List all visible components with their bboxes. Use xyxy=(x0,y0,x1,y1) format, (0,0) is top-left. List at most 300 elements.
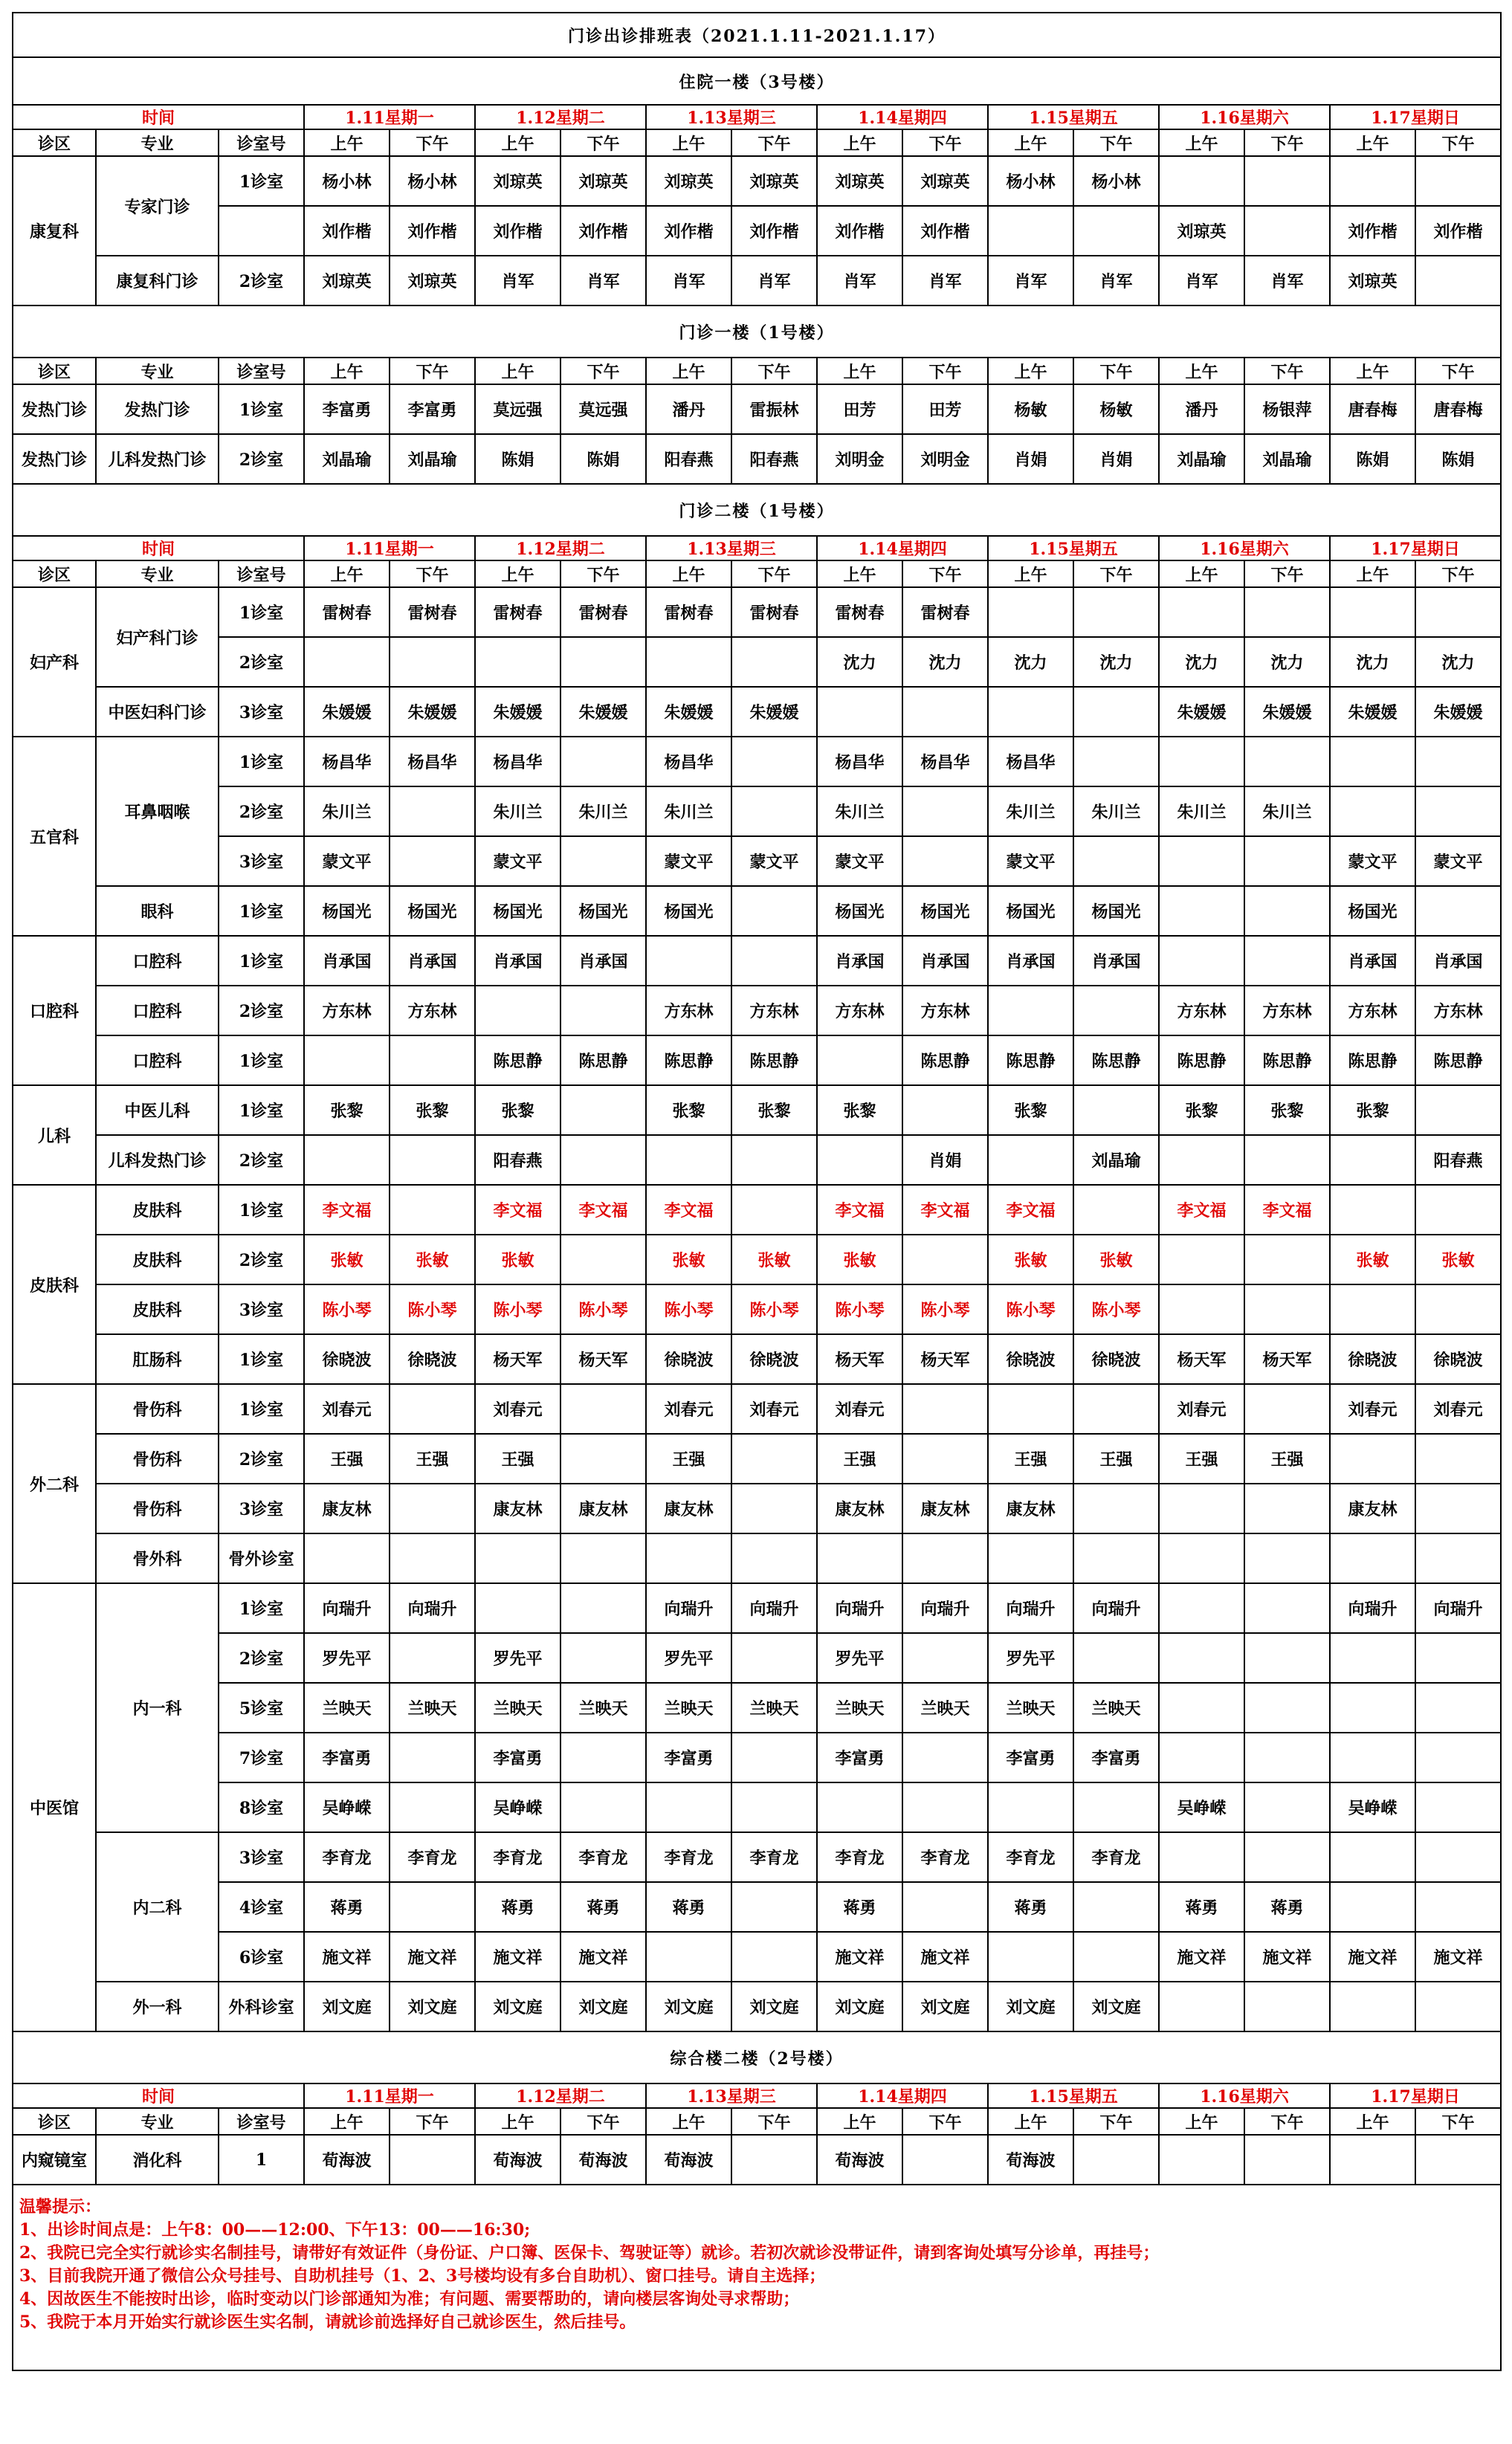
am-header: 上午 xyxy=(475,560,560,587)
doctor-cell: 陈思静 xyxy=(902,1035,988,1085)
doctor-cell: 吴峥嵘 xyxy=(1159,1782,1244,1832)
doctor-cell xyxy=(1330,1882,1415,1932)
table-row xyxy=(13,156,1501,206)
doctor-cell: 刘晶瑜 xyxy=(1159,434,1244,484)
doctor-cell: 阳春燕 xyxy=(1415,1135,1501,1185)
doctor-cell: 刘文庭 xyxy=(560,1982,646,2031)
doctor-cell: 肖承国 xyxy=(560,936,646,986)
table-row xyxy=(13,2108,1501,2135)
doctor-cell xyxy=(390,1782,475,1832)
doctor-cell: 杨国光 xyxy=(475,886,560,936)
doctor-cell: 向瑞升 xyxy=(1073,1583,1159,1633)
doctor-cell: 沈力 xyxy=(1244,637,1330,687)
doctor-cell: 康友林 xyxy=(475,1484,560,1533)
table-row xyxy=(13,737,1501,786)
table-row xyxy=(13,536,1501,560)
pm-header: 下午 xyxy=(902,358,988,384)
doctor-cell xyxy=(560,986,646,1035)
doctor-cell: 李育龙 xyxy=(475,1832,560,1882)
doctor-cell: 李文福 xyxy=(646,1185,731,1235)
doctor-cell: 张敏 xyxy=(1415,1235,1501,1284)
doctor-cell: 李富勇 xyxy=(1073,1733,1159,1782)
doctor-cell xyxy=(731,886,817,936)
doctor-cell: 刘作楷 xyxy=(1330,206,1415,256)
day-header: 1.12星期二 xyxy=(475,2083,646,2108)
doctor-cell xyxy=(390,1384,475,1434)
specialty-cell: 中医儿科 xyxy=(96,1085,219,1135)
doctor-cell: 刘琼英 xyxy=(731,156,817,206)
doctor-cell: 李育龙 xyxy=(988,1832,1073,1882)
doctor-cell xyxy=(1244,1982,1330,2031)
doctor-cell: 田芳 xyxy=(902,384,988,434)
doctor-cell: 张黎 xyxy=(988,1085,1073,1135)
am-header: 上午 xyxy=(1159,358,1244,384)
doctor-cell xyxy=(1244,156,1330,206)
am-header: 上午 xyxy=(988,2108,1073,2135)
doctor-cell: 方东林 xyxy=(1159,986,1244,1035)
doctor-cell: 刘作楷 xyxy=(304,206,390,256)
am-header: 上午 xyxy=(988,560,1073,587)
doctor-cell xyxy=(1073,1085,1159,1135)
room-cell: 1诊室 xyxy=(219,384,304,434)
doctor-cell: 张黎 xyxy=(731,1085,817,1135)
am-header: 上午 xyxy=(475,129,560,156)
doctor-cell: 杨昌华 xyxy=(817,737,902,786)
doctor-cell xyxy=(731,1733,817,1782)
doctor-cell: 杨昌华 xyxy=(988,737,1073,786)
doctor-cell: 阳春燕 xyxy=(475,1135,560,1185)
doctor-cell xyxy=(1330,786,1415,836)
doctor-cell: 杨国光 xyxy=(1073,886,1159,936)
specialty-cell: 耳鼻咽喉 xyxy=(96,737,219,886)
doctor-cell: 张敏 xyxy=(1073,1235,1159,1284)
doctor-cell: 兰映天 xyxy=(390,1683,475,1733)
room-cell: 2诊室 xyxy=(219,786,304,836)
am-header: 上午 xyxy=(1330,560,1415,587)
doctor-cell xyxy=(1159,886,1244,936)
pm-header: 下午 xyxy=(902,129,988,156)
doctor-cell xyxy=(560,1633,646,1683)
specialty-cell: 内一科 xyxy=(96,1583,219,1832)
doctor-cell: 张敏 xyxy=(646,1235,731,1284)
doctor-cell: 蒋勇 xyxy=(646,1882,731,1932)
table-row xyxy=(13,1334,1501,1384)
time-header: 时间 xyxy=(13,536,304,560)
doctor-cell xyxy=(646,1533,731,1583)
doctor-cell: 杨天军 xyxy=(1244,1334,1330,1384)
am-header: 上午 xyxy=(817,560,902,587)
specialty-cell: 皮肤科 xyxy=(96,1284,219,1334)
doctor-cell: 方东林 xyxy=(817,986,902,1035)
table-row xyxy=(13,484,1501,536)
pm-header: 下午 xyxy=(1244,129,1330,156)
doctor-cell xyxy=(1330,1135,1415,1185)
doctor-cell: 康友林 xyxy=(902,1484,988,1533)
room-cell: 3诊室 xyxy=(219,1484,304,1533)
doctor-cell: 罗先平 xyxy=(646,1633,731,1683)
doctor-cell: 蒋勇 xyxy=(475,1882,560,1932)
am-header: 上午 xyxy=(475,2108,560,2135)
doctor-cell: 田芳 xyxy=(817,384,902,434)
am-header: 上午 xyxy=(304,129,390,156)
doctor-cell xyxy=(304,1135,390,1185)
table-row xyxy=(13,1633,1501,1683)
doctor-cell: 陈思静 xyxy=(988,1035,1073,1085)
doctor-cell: 王强 xyxy=(988,1434,1073,1484)
doctor-cell: 刘文庭 xyxy=(902,1982,988,2031)
table-row xyxy=(13,2031,1501,2083)
doctor-cell: 蒙文平 xyxy=(988,836,1073,886)
doctor-cell: 肖军 xyxy=(1244,256,1330,306)
am-header: 上午 xyxy=(646,2108,731,2135)
doctor-cell xyxy=(1415,1633,1501,1683)
doctor-cell: 蒙文平 xyxy=(817,836,902,886)
note-line: 4、因故医生不能按时出诊，临时变动以门诊部通知为准；有问题、需要帮助的，请向楼层客询处寻求帮助； xyxy=(19,2289,800,2309)
doctor-cell xyxy=(646,936,731,986)
doctor-cell xyxy=(1159,836,1244,886)
doctor-cell: 肖军 xyxy=(902,256,988,306)
doctor-cell: 刘春元 xyxy=(1415,1384,1501,1434)
am-header: 上午 xyxy=(646,560,731,587)
doctor-cell xyxy=(731,1533,817,1583)
table-row xyxy=(13,587,1501,637)
doctor-cell: 向瑞升 xyxy=(646,1583,731,1633)
doctor-cell: 刘琼英 xyxy=(304,256,390,306)
table-row xyxy=(13,1583,1501,1633)
doctor-cell: 刘琼英 xyxy=(475,156,560,206)
am-header: 上午 xyxy=(988,129,1073,156)
doctor-cell: 杨天军 xyxy=(902,1334,988,1384)
doctor-cell: 杨昌华 xyxy=(646,737,731,786)
doctor-cell xyxy=(1244,836,1330,886)
area-header: 诊区 xyxy=(13,2108,96,2135)
table-row xyxy=(13,2083,1501,2108)
day-header: 1.13星期三 xyxy=(646,2083,817,2108)
table-row xyxy=(13,1384,1501,1434)
doctor-cell xyxy=(1159,156,1244,206)
doctor-cell: 陈思静 xyxy=(1159,1035,1244,1085)
pm-header: 下午 xyxy=(1073,560,1159,587)
doctor-cell: 兰映天 xyxy=(988,1683,1073,1733)
doctor-cell: 肖娟 xyxy=(1073,434,1159,484)
doctor-cell xyxy=(304,1533,390,1583)
doctor-cell: 阳春燕 xyxy=(646,434,731,484)
doctor-cell: 杨天军 xyxy=(817,1334,902,1384)
doctor-cell: 陈小琴 xyxy=(475,1284,560,1334)
doctor-cell xyxy=(902,1633,988,1683)
doctor-cell: 朱川兰 xyxy=(1073,786,1159,836)
doctor-cell xyxy=(1330,1733,1415,1782)
doctor-cell: 吴峥嵘 xyxy=(1330,1782,1415,1832)
table-row xyxy=(13,57,1501,105)
area-cell: 发热门诊 xyxy=(13,434,96,484)
doctor-cell xyxy=(1244,1683,1330,1733)
pm-header: 下午 xyxy=(1073,358,1159,384)
specialty-cell: 发热门诊 xyxy=(96,384,219,434)
doctor-cell: 张敏 xyxy=(1330,1235,1415,1284)
doctor-cell: 朱媛媛 xyxy=(1330,687,1415,737)
doctor-cell: 徐晓波 xyxy=(1073,1334,1159,1384)
doctor-cell: 刘琼英 xyxy=(560,156,646,206)
doctor-cell: 肖承国 xyxy=(390,936,475,986)
doctor-cell xyxy=(1159,1982,1244,2031)
area-cell: 康复科 xyxy=(13,156,96,306)
doctor-cell: 莫远强 xyxy=(560,384,646,434)
doctor-cell: 李富勇 xyxy=(390,384,475,434)
room-cell: 8诊室 xyxy=(219,1782,304,1832)
section-title: 住院一楼（3号楼） xyxy=(13,57,1501,105)
doctor-cell: 兰映天 xyxy=(560,1683,646,1733)
doctor-cell: 杨国光 xyxy=(902,886,988,936)
area-cell: 中医馆 xyxy=(13,1583,96,2031)
doctor-cell xyxy=(731,786,817,836)
specialty-header: 专业 xyxy=(96,129,219,156)
doctor-cell xyxy=(1415,156,1501,206)
pm-header: 下午 xyxy=(731,560,817,587)
doctor-cell: 向瑞升 xyxy=(390,1583,475,1633)
doctor-cell: 朱媛媛 xyxy=(304,687,390,737)
doctor-cell: 施文祥 xyxy=(902,1932,988,1982)
day-header: 1.16星期六 xyxy=(1159,105,1330,129)
doctor-cell: 向瑞升 xyxy=(1330,1583,1415,1633)
doctor-cell: 杨国光 xyxy=(390,886,475,936)
doctor-cell xyxy=(1244,1384,1330,1434)
doctor-cell xyxy=(1073,1185,1159,1235)
doctor-cell xyxy=(1244,737,1330,786)
doctor-cell: 兰映天 xyxy=(817,1683,902,1733)
doctor-cell: 肖军 xyxy=(1159,256,1244,306)
doctor-cell: 陈小琴 xyxy=(390,1284,475,1334)
specialty-cell: 眼科 xyxy=(96,886,219,936)
doctor-cell: 朱媛媛 xyxy=(390,687,475,737)
specialty-cell: 骨伤科 xyxy=(96,1434,219,1484)
doctor-cell: 张敏 xyxy=(988,1235,1073,1284)
doctor-cell: 刘春元 xyxy=(646,1384,731,1434)
doctor-cell: 方东林 xyxy=(1415,986,1501,1035)
doctor-cell: 肖承国 xyxy=(304,936,390,986)
doctor-cell: 蒙文平 xyxy=(731,836,817,886)
doctor-cell xyxy=(475,1533,560,1583)
doctor-cell xyxy=(988,206,1073,256)
doctor-cell xyxy=(1073,1882,1159,1932)
doctor-cell: 杨敏 xyxy=(1073,384,1159,434)
doctor-cell: 李富勇 xyxy=(304,384,390,434)
room-cell: 4诊室 xyxy=(219,1882,304,1932)
doctor-cell: 杨昌华 xyxy=(390,737,475,786)
doctor-cell: 荀海波 xyxy=(988,2135,1073,2185)
doctor-cell: 李文福 xyxy=(1244,1185,1330,1235)
doctor-cell: 肖娟 xyxy=(988,434,1073,484)
doctor-cell: 杨小林 xyxy=(1073,156,1159,206)
doctor-cell: 刘春元 xyxy=(817,1384,902,1434)
table-row xyxy=(13,687,1501,737)
doctor-cell: 刘晶瑜 xyxy=(304,434,390,484)
doctor-cell: 刘文庭 xyxy=(475,1982,560,2031)
doctor-cell xyxy=(817,687,902,737)
doctor-cell xyxy=(731,1185,817,1235)
doctor-cell xyxy=(1330,1185,1415,1235)
doctor-cell: 杨昌华 xyxy=(475,737,560,786)
doctor-cell: 肖军 xyxy=(1073,256,1159,306)
doctor-cell: 施文祥 xyxy=(475,1932,560,1982)
doctor-cell: 肖承国 xyxy=(988,936,1073,986)
room-cell: 2诊室 xyxy=(219,256,304,306)
doctor-cell xyxy=(390,1484,475,1533)
pm-header: 下午 xyxy=(1415,2108,1501,2135)
am-header: 上午 xyxy=(1159,2108,1244,2135)
area-cell: 口腔科 xyxy=(13,936,96,1085)
pm-header: 下午 xyxy=(560,560,646,587)
table-row xyxy=(13,358,1501,384)
table-row xyxy=(13,886,1501,936)
doctor-cell: 张黎 xyxy=(1244,1085,1330,1135)
doctor-cell: 肖承国 xyxy=(1073,936,1159,986)
area-cell: 皮肤科 xyxy=(13,1185,96,1384)
doctor-cell xyxy=(1073,1484,1159,1533)
doctor-cell: 刘琼英 xyxy=(817,156,902,206)
pm-header: 下午 xyxy=(1415,129,1501,156)
doctor-cell: 刘作楷 xyxy=(560,206,646,256)
doctor-cell: 朱川兰 xyxy=(475,786,560,836)
doctor-cell xyxy=(1159,1533,1244,1583)
table-row xyxy=(13,560,1501,587)
doctor-cell xyxy=(731,737,817,786)
doctor-cell xyxy=(1159,1484,1244,1533)
doctor-cell: 肖军 xyxy=(475,256,560,306)
doctor-cell: 蒋勇 xyxy=(1244,1882,1330,1932)
day-header: 1.13星期三 xyxy=(646,536,817,560)
doctor-cell xyxy=(390,1185,475,1235)
doctor-cell xyxy=(1330,1434,1415,1484)
note-line: 温馨提示： xyxy=(19,2197,102,2217)
doctor-cell xyxy=(1415,1484,1501,1533)
doctor-cell xyxy=(560,1782,646,1832)
table-row xyxy=(13,206,1501,256)
doctor-cell: 李育龙 xyxy=(902,1832,988,1882)
day-header: 1.16星期六 xyxy=(1159,536,1330,560)
doctor-cell: 陈小琴 xyxy=(988,1284,1073,1334)
doctor-cell: 刘春元 xyxy=(475,1384,560,1434)
doctor-cell: 阳春燕 xyxy=(731,434,817,484)
doctor-cell: 杨昌华 xyxy=(902,737,988,786)
doctor-cell: 李育龙 xyxy=(817,1832,902,1882)
doctor-cell: 陈思静 xyxy=(1073,1035,1159,1085)
doctor-cell xyxy=(731,1932,817,1982)
doctor-cell: 朱媛媛 xyxy=(475,687,560,737)
pm-header: 下午 xyxy=(731,129,817,156)
day-header: 1.11星期一 xyxy=(304,2083,475,2108)
doctor-cell xyxy=(475,986,560,1035)
doctor-cell xyxy=(1330,1533,1415,1583)
doctor-cell: 荀海波 xyxy=(475,2135,560,2185)
doctor-cell xyxy=(731,936,817,986)
doctor-cell xyxy=(560,1533,646,1583)
pm-header: 下午 xyxy=(1073,129,1159,156)
specialty-cell: 皮肤科 xyxy=(96,1185,219,1235)
doctor-cell xyxy=(1159,1733,1244,1782)
doctor-cell: 刘文庭 xyxy=(646,1982,731,2031)
doctor-cell: 陈思静 xyxy=(1244,1035,1330,1085)
doctor-cell: 徐晓波 xyxy=(1415,1334,1501,1384)
doctor-cell: 张黎 xyxy=(646,1085,731,1135)
doctor-cell: 方东林 xyxy=(646,986,731,1035)
doctor-cell: 方东林 xyxy=(902,986,988,1035)
doctor-cell xyxy=(390,1882,475,1932)
table-row xyxy=(13,434,1501,484)
doctor-cell: 张黎 xyxy=(817,1085,902,1135)
area-header: 诊区 xyxy=(13,129,96,156)
doctor-cell: 李富勇 xyxy=(304,1733,390,1782)
specialty-cell: 骨伤科 xyxy=(96,1384,219,1434)
doctor-cell xyxy=(902,1085,988,1135)
doctor-cell xyxy=(731,1484,817,1533)
pm-header: 下午 xyxy=(390,129,475,156)
table-row xyxy=(13,1982,1501,2031)
doctor-cell xyxy=(390,1733,475,1782)
doctor-cell xyxy=(646,1782,731,1832)
doctor-cell: 蒋勇 xyxy=(560,1882,646,1932)
doctor-cell: 朱川兰 xyxy=(1244,786,1330,836)
table-row xyxy=(13,1135,1501,1185)
doctor-cell: 肖承国 xyxy=(817,936,902,986)
doctor-cell: 杨小林 xyxy=(304,156,390,206)
schedule-table xyxy=(12,12,1502,2371)
doctor-cell xyxy=(560,1583,646,1633)
doctor-cell: 刘晶瑜 xyxy=(1244,434,1330,484)
doctor-cell: 陈小琴 xyxy=(731,1284,817,1334)
doctor-cell: 刘文庭 xyxy=(988,1982,1073,2031)
doctor-cell: 肖娟 xyxy=(902,1135,988,1185)
note-line: 2、我院已完全实行就诊实名制挂号，请带好有效证件（身份证、户口簿、医保卡、驾驶证等）就诊。若初次就诊没带证件，请到客询处填写分诊单，再挂号； xyxy=(19,2243,1160,2263)
doctor-cell: 沈力 xyxy=(817,637,902,687)
doctor-cell: 刘文庭 xyxy=(1073,1982,1159,2031)
doctor-cell: 杨国光 xyxy=(1330,886,1415,936)
doctor-cell: 陈小琴 xyxy=(304,1284,390,1334)
pm-header: 下午 xyxy=(390,560,475,587)
doctor-cell xyxy=(1330,587,1415,637)
doctor-cell: 陈小琴 xyxy=(817,1284,902,1334)
doctor-cell xyxy=(731,1633,817,1683)
doctor-cell: 徐晓波 xyxy=(731,1334,817,1384)
doctor-cell: 蒋勇 xyxy=(304,1882,390,1932)
doctor-cell xyxy=(1415,1882,1501,1932)
doctor-cell: 陈娟 xyxy=(1330,434,1415,484)
room-cell: 3诊室 xyxy=(219,687,304,737)
doctor-cell xyxy=(1159,1683,1244,1733)
doctor-cell xyxy=(390,1533,475,1583)
doctor-cell xyxy=(902,1733,988,1782)
doctor-cell: 李富勇 xyxy=(817,1733,902,1782)
day-header: 1.12星期二 xyxy=(475,105,646,129)
doctor-cell: 杨昌华 xyxy=(304,737,390,786)
doctor-cell: 陈娟 xyxy=(475,434,560,484)
specialty-cell: 儿科发热门诊 xyxy=(96,434,219,484)
doctor-cell xyxy=(560,737,646,786)
doctor-cell: 康友林 xyxy=(560,1484,646,1533)
doctor-cell: 肖承国 xyxy=(1415,936,1501,986)
doctor-cell: 李育龙 xyxy=(646,1832,731,1882)
doctor-cell: 兰映天 xyxy=(475,1683,560,1733)
table-row xyxy=(13,786,1501,836)
doctor-cell: 沈力 xyxy=(1330,637,1415,687)
day-header: 1.16星期六 xyxy=(1159,2083,1330,2108)
doctor-cell: 张黎 xyxy=(304,1085,390,1135)
am-header: 上午 xyxy=(1330,2108,1415,2135)
day-header: 1.11星期一 xyxy=(304,536,475,560)
doctor-cell: 杨国光 xyxy=(988,886,1073,936)
doctor-cell: 施文祥 xyxy=(1244,1932,1330,1982)
pm-header: 下午 xyxy=(1244,560,1330,587)
